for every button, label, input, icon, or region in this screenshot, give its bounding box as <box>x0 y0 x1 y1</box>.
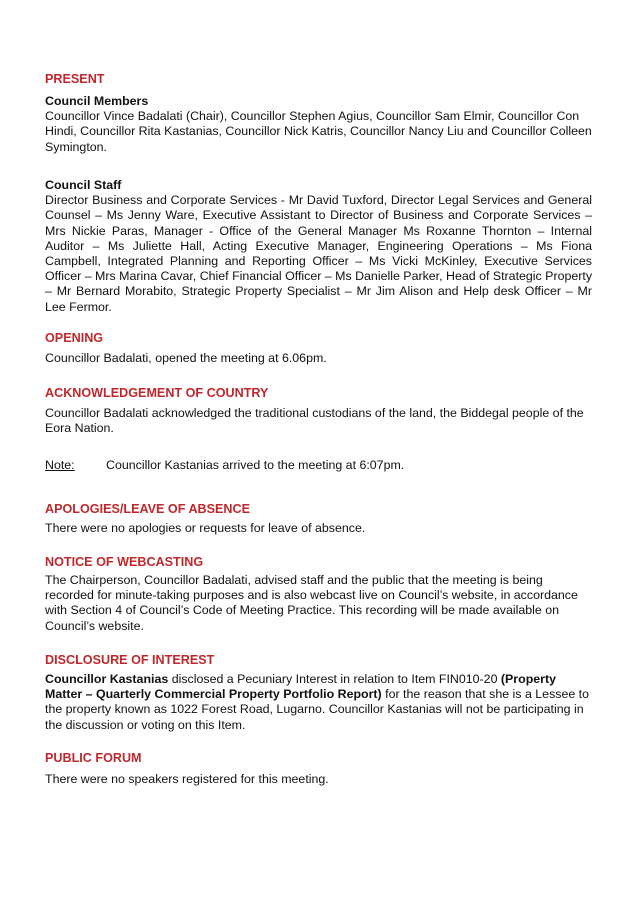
present-section <box>45 72 592 87</box>
council-members-title: Council Members <box>45 94 149 108</box>
disclosure-item-title: (Property Matter – Quarterly Commercial Property Portfolio Report) <box>45 672 556 702</box>
council-staff-text: Director Business and Corporate Services - Mr David Tuxford, Director Legal Services and General Counsel – Ms Jenny Ware, Executive Assistant to Director of Business and Corporate Services – Mrs Nickie Paras, Manager - Office of the General Manager Ms Roxanne Thornton – Internal Auditor – Ms Juliette Hall, Acting Executive Manager, Engineering Operations – Ms Fiona Campbell, Integrated Planning and Reporting Officer – Ms Vicki McKinley, Executive Services Officer – Mrs Marina Cavar, Chief Financial Officer – Ms Danielle Parker, Head of Strategic Property – Mr Bernard Morabito, Strategic Property Specialist – Mr Jim Alison and Help desk Officer – Mr Lee Fermor. <box>45 193 593 314</box>
public-forum-text: There were no speakers registered for this meeting. <box>45 772 329 786</box>
apologies-section <box>45 502 592 517</box>
acknowledgement-heading: ACKNOWLEDGEMENT OF COUNTRY <box>45 386 269 400</box>
disclosure-text-part-2: for the reason that she is a Lessee to the property known as 1022 Forest Road, Lugarno. Councillor Kastanias will not be participating in the discussion or voting on this Item. <box>45 687 590 732</box>
opening-section <box>45 331 592 346</box>
apologies-text-block <box>45 521 592 536</box>
webcasting-section <box>45 555 592 570</box>
webcasting-text-block <box>45 573 592 634</box>
note-block <box>45 458 592 473</box>
present-heading: PRESENT <box>45 72 105 86</box>
council-members-block <box>45 94 592 155</box>
disclosure-councillor-name: Councillor Kastanias <box>45 672 169 686</box>
public-forum-section <box>45 751 592 766</box>
note-text: Councillor Kastanias arrived to the meeting at 6:07pm. <box>106 458 405 472</box>
note-label: Note: <box>45 458 75 472</box>
apologies-heading: APOLOGIES/LEAVE OF ABSENCE <box>45 502 251 516</box>
opening-text-block <box>45 351 592 366</box>
opening-heading: OPENING <box>45 331 104 345</box>
council-staff-block <box>45 178 592 315</box>
disclosure-text-part-1: disclosed a Pecuniary Interest in relation to Item FIN010-20 <box>168 672 501 686</box>
public-forum-heading: PUBLIC FORUM <box>45 751 142 765</box>
public-forum-text-block <box>45 772 592 787</box>
opening-text: Councillor Badalati, opened the meeting at 6.06pm. <box>45 351 327 365</box>
webcasting-heading: NOTICE OF WEBCASTING <box>45 555 204 569</box>
acknowledgement-text: Councillor Badalati acknowledged the traditional custodians of the land, the Biddegal people of the Eora Nation. <box>45 406 584 436</box>
acknowledgement-text-block <box>45 406 592 436</box>
webcasting-text: The Chairperson, Councillor Badalati, advised staff and the public that the meeting is being recorded for minute-taking purposes and is also webcast live on Council’s website, in accordance with Section 4 of Council’s Code of Meeting Practice. This recording will be made available on Council’s website. <box>45 573 578 633</box>
acknowledgement-section <box>45 386 592 401</box>
disclosure-section <box>45 653 592 668</box>
disclosure-text-block <box>45 672 592 733</box>
apologies-text: There were no apologies or requests for leave of absence. <box>45 521 366 535</box>
council-members-text: Councillor Vince Badalati (Chair), Councillor Stephen Agius, Councillor Sam Elmir, Councillor Con Hindi, Councillor Rita Kastanias, Councillor Nick Katris, Councillor Nancy Liu and Councillor Colleen Symington. <box>45 109 592 154</box>
disclosure-heading: DISCLOSURE OF INTEREST <box>45 653 215 667</box>
council-staff-title: Council Staff <box>45 178 122 192</box>
disclosure-paragraph <box>45 672 592 733</box>
